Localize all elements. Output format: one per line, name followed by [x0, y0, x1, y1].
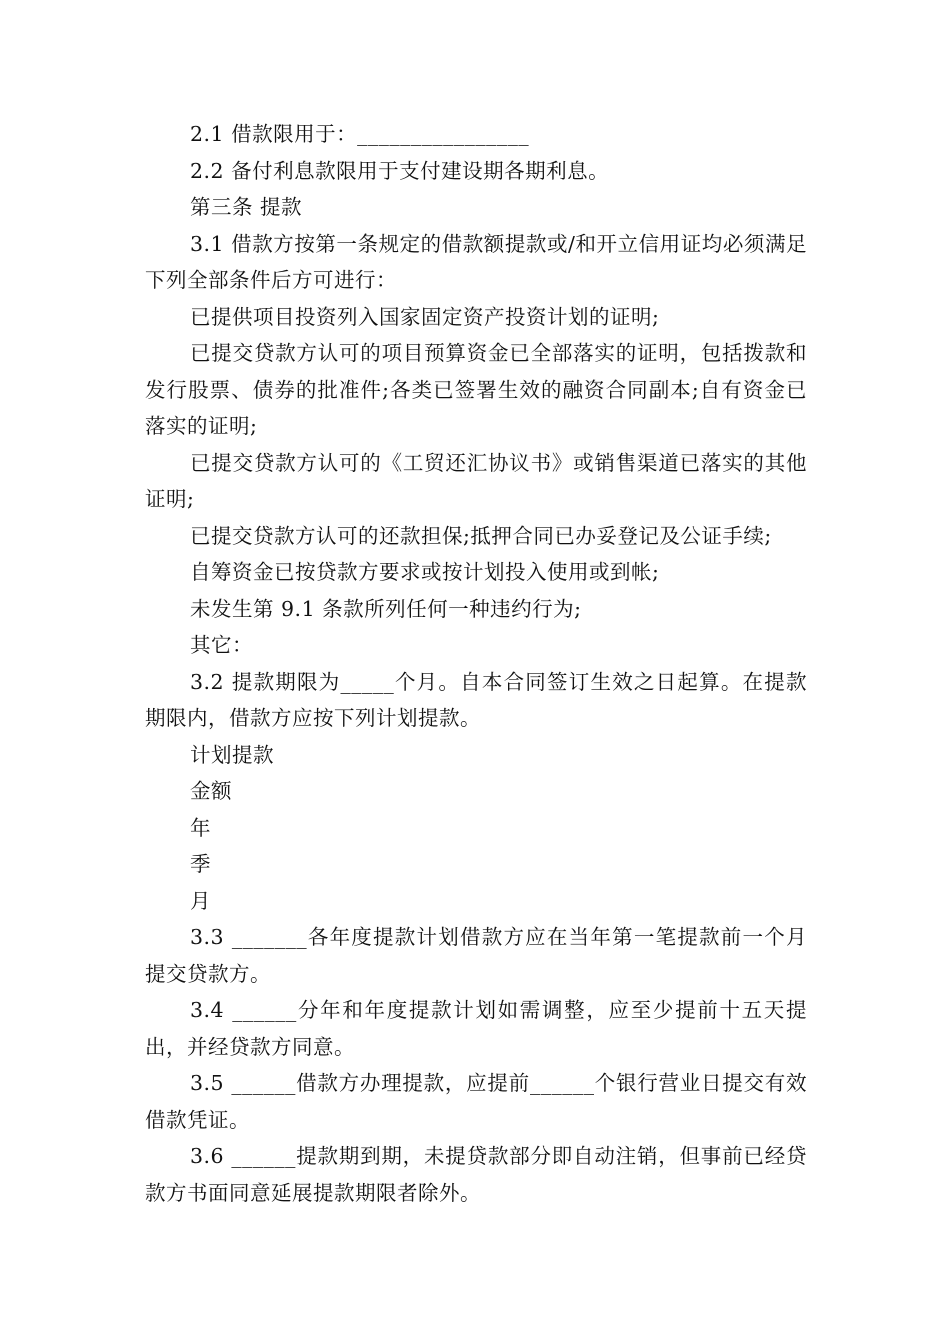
clause-3-4: 3.4 ______分年和年度提款计划如需调整，应至少提前十五天提出，并经贷款方同意。 [145, 998, 807, 1059]
clause-3-2: 3.2 提款期限为_____个月。自本合同签订生效之日起算。在提款期限内，借款方应按下列计划提款。 [145, 669, 807, 730]
condition-other: 其它： [190, 633, 253, 657]
clause-3-6: 3.6 ______提款期到期，未提贷款部分即自动注销，但事前已经贷款方书面同意延展提款期限者除外。 [145, 1144, 807, 1205]
plan-quarter-label: 季 [190, 852, 211, 876]
clause-3-1: 3.1 借款方按第一条规定的借款额提款或/和开立信用证均必须满足下列全部条件后方可进行： [145, 231, 807, 292]
condition-sales-channel: 已提交贷款方认可的《工贸还汇协议书》或销售渠道已落实的其他证明; [145, 450, 807, 511]
plan-month-label: 月 [190, 888, 211, 913]
document-body [145, 116, 807, 1211]
clause-3-3: 3.3 _______各年度提款计划借款方应在当年第一笔提款前一个月提交贷款方。 [145, 925, 807, 986]
clause-3-5: 3.5 ______借款方办理提款，应提前______个银行营业日提交有效借款凭证。 [145, 1071, 807, 1132]
condition-guarantee: 已提交贷款方认可的还款担保;抵押合同已办妥登记及公证手续; [190, 523, 772, 548]
clause-2-2: 2.2 备付利息款限用于支付建设期各期利息。 [190, 158, 610, 183]
plan-label: 计划提款 [190, 742, 274, 767]
condition-self-funds: 自筹资金已按贷款方要求或按计划投入使用或到帐; [190, 560, 660, 584]
plan-amount-label: 金额 [190, 779, 232, 803]
condition-no-default: 未发生第 9.1 条款所列任何一种违约行为; [190, 596, 582, 621]
article-3-heading: 第三条 提款 [190, 195, 303, 219]
clause-2-1: 2.1 借款限用于：________________ [190, 122, 530, 146]
condition-budget-funds: 已提交贷款方认可的项目预算资金已全部落实的证明，包括拨款和发行股票、债券的批准件;各类已签署生效的融资合同副本;自有资金已落实的证明; [145, 341, 807, 438]
condition-investment-plan: 已提供项目投资列入国家固定资产投资计划的证明; [190, 304, 660, 329]
plan-year-label: 年 [190, 815, 211, 840]
